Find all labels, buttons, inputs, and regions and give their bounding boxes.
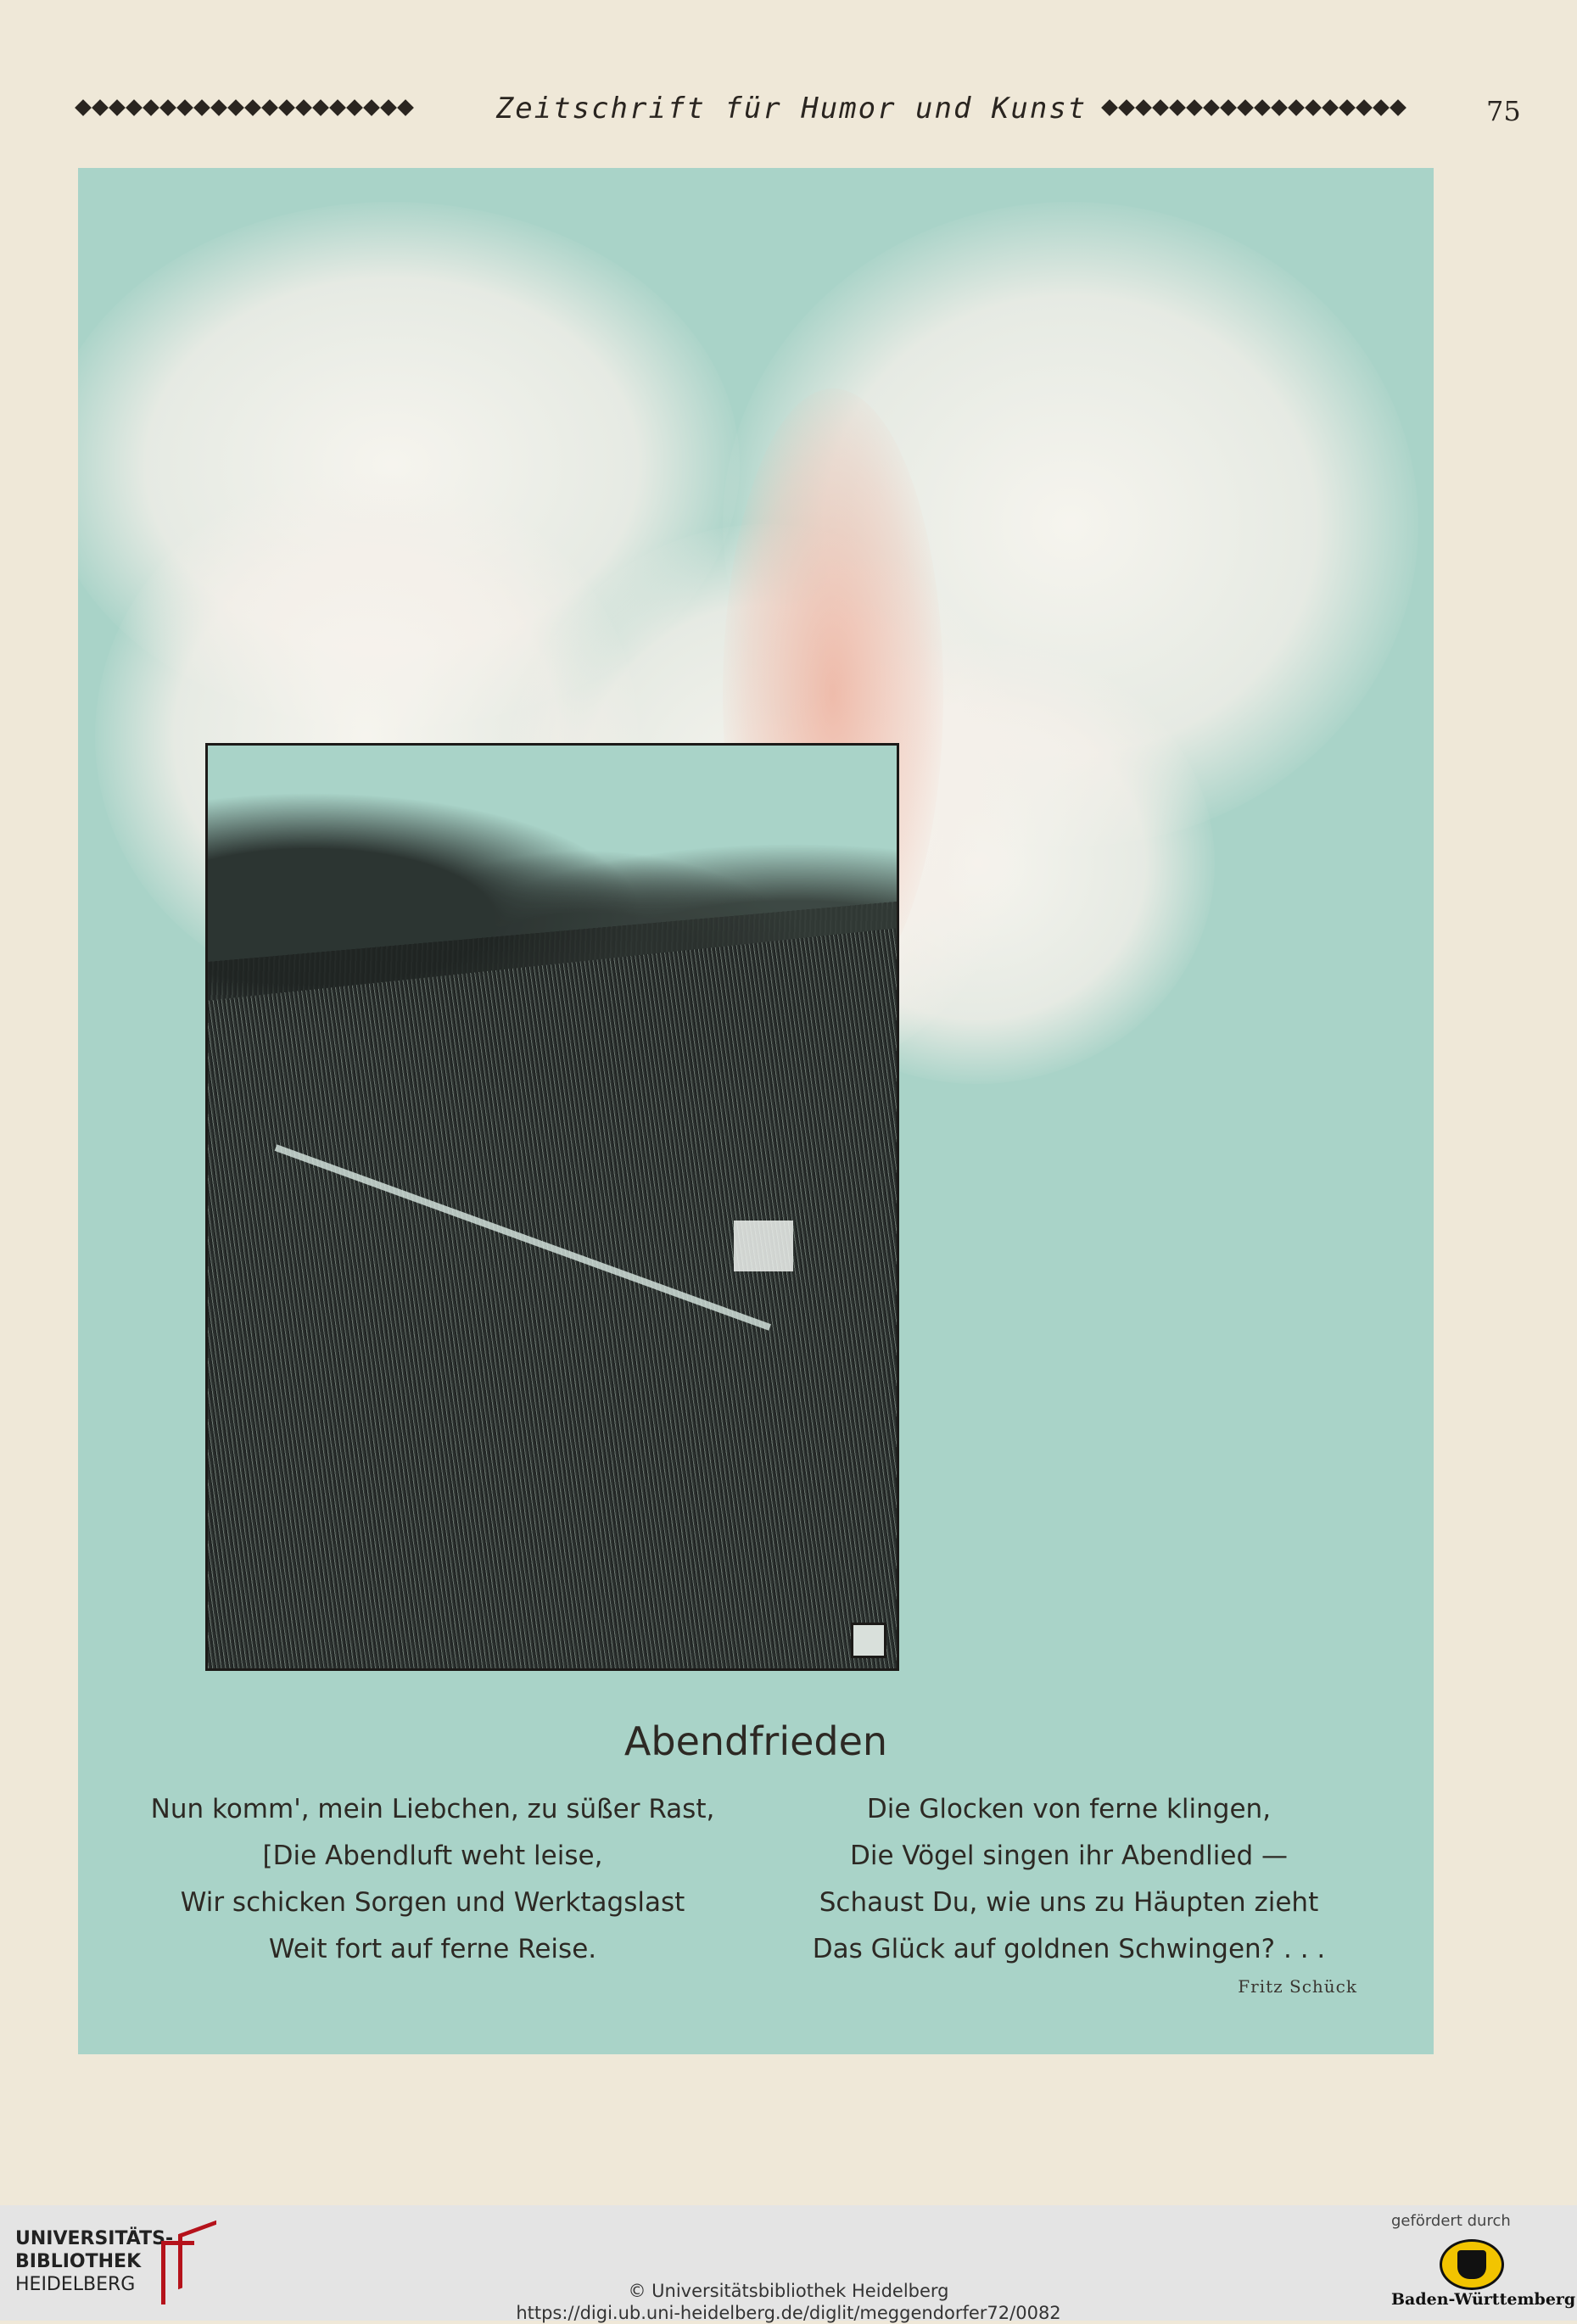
page-header: [75, 92, 1521, 129]
library-name-line: HEIDELBERG: [15, 2274, 136, 2295]
diamond-ornament-right-icon: [1101, 100, 1474, 120]
landscape-illustration: [205, 743, 899, 1671]
magazine-title: Zeitschrift für Humor und Kunst: [495, 92, 1088, 126]
copyright-block: [0, 2280, 1577, 2324]
library-name-line: UNIVERSITÄTS-: [15, 2228, 174, 2249]
poem-line: Schaust Du, wie uns zu Häupten zieht: [819, 1887, 1319, 1918]
stanza-right: [747, 1786, 1391, 1973]
grassy-hill: [205, 928, 899, 1671]
poem-line: Die Glocken von ferne klingen,: [866, 1794, 1272, 1824]
diamond-ornament-left-icon: [75, 100, 482, 120]
funder-name: Baden-Württemberg: [1391, 2290, 1576, 2309]
library-footer: [0, 2205, 1577, 2321]
baden-wuerttemberg-seal-icon: [1440, 2239, 1504, 2290]
permalink[interactable]: https://digi.ub.uni-heidelberg.de/diglit/meggendorfer72/0082: [516, 2303, 1061, 2323]
poem-title: Abendfrieden: [624, 1718, 888, 1764]
poem-line: Das Glück auf goldnen Schwingen? . . .: [812, 1934, 1326, 1964]
copyright-text: © Universitätsbibliothek Heidelberg: [628, 2281, 949, 2301]
page-number: 75: [1486, 95, 1521, 127]
artist-monogram-icon: [851, 1623, 886, 1658]
poem-line: Weit fort auf ferne Reise.: [268, 1934, 597, 1964]
house: [734, 1221, 793, 1271]
library-name-line: BIBLIOTHEK: [15, 2251, 142, 2272]
funded-by-label: gefördert durch: [1391, 2212, 1511, 2230]
poem-author: Fritz Schück: [1238, 1976, 1357, 1997]
poem-line: Die Vögel singen ihr Abendlied —: [849, 1841, 1289, 1871]
poem-line: Wir schicken Sorgen und Werktagslast: [180, 1887, 685, 1918]
poem-line: Nun komm', mein Liebchen, zu süßer Rast,: [150, 1794, 715, 1824]
poem-line: [Die Abendluft weht leise,: [262, 1841, 603, 1871]
stanza-left: [110, 1786, 755, 1973]
illustration-panel: [78, 168, 1434, 2054]
